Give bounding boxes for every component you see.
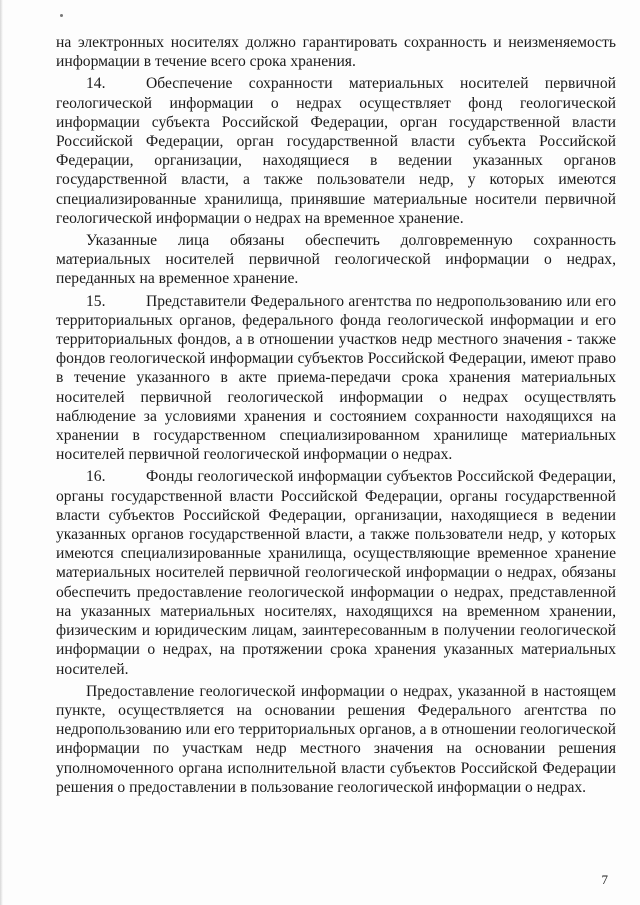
- paragraph-continuation: [56, 33, 616, 71]
- paragraph-15: [56, 292, 616, 465]
- paragraph-number: 14.: [86, 75, 106, 93]
- paragraph-number: 16.: [86, 468, 106, 486]
- paragraph-text: Фонды геологической информации субъектов Российской Федерации, органы государственной власти Российской Федерации, органы государственной власти субъектов Российской Федерации, организации, находящиеся в ведении указанных органов государственной власти, а также пользователи недр, у которых имеются специализированные хранилища, осуществляющие временное хранение материальных носителей первичной геологической информации о недрах, обязаны обеспечить предоставление геологической информации о недрах, представленной на указанных материальных носителях, находящихся на временном хранении, физическим и юридическим лицам, заинтересованным в получении геологической информации о недрах, на протяжении срока хранения указанных материальных носителей.: [56, 468, 616, 678]
- page-number: 7: [601, 872, 608, 887]
- page-edge-shadow: [0, 0, 3, 905]
- paragraph-text: Указанные лица обязаны обеспечить долговременную сохранность материальных носителей первичной геологической информации о недрах, переданных на временное хранение.: [56, 232, 616, 288]
- paragraph-text: Предоставление геологической информации о недрах, указанной в настоящем пункте, осуществляется на основании решения Федерального агентства по недропользованию или его территориальных органов, а в отношении геологической информации по участкам недр местного значения на основании решения уполномоченного органа исполнительной власти субъектов Российской Федерации решения о предоставлении в пользование геологической информации о недрах.: [56, 682, 617, 796]
- scan-speck: [60, 14, 63, 17]
- document-body: [56, 33, 616, 797]
- paragraph-16: [56, 467, 616, 678]
- paragraph-14-obligation: [56, 231, 616, 289]
- paragraph-text: на электронных носителях должно гарантировать сохранность и неизменяемость информации в течение всего срока хранения.: [56, 34, 616, 71]
- paragraph-text: Представители Федерального агентства по недропользованию или его территориальных органов, федерального фонда геологической информации и его территориальных фондов, а в отношении участков недр местного значения - также фондов геологической информации субъектов Российской Федерации, имеют право в течение указанного в акте приема-передачи срока хранения материальных носителей первичной геологической информации о недрах осуществлять наблюдение за условиями хранения и состоянием сохранности находящихся на хранении в государственном специализированном хранилище материальных носителей первичной геологической информации о недрах.: [56, 292, 616, 464]
- paragraph-14: [56, 74, 616, 228]
- paragraph-text: Обеспечение сохранности материальных носителей первичной геологической информации о недрах осуществляет фонд геологической информации субъекта Российской Федерации, орган государственной власти Российской Федерации, орган государственной власти субъекта Российской Федерации, организации, находящиеся в ведении указанных органов государственной власти, а также пользователи недр, у которых имеются специализированные хранилища, принявшие материальные носители первичной геологической информации о недрах на временное хранение.: [56, 75, 616, 227]
- paragraph-number: 15.: [86, 292, 106, 310]
- paragraph-16-provision: [56, 682, 616, 797]
